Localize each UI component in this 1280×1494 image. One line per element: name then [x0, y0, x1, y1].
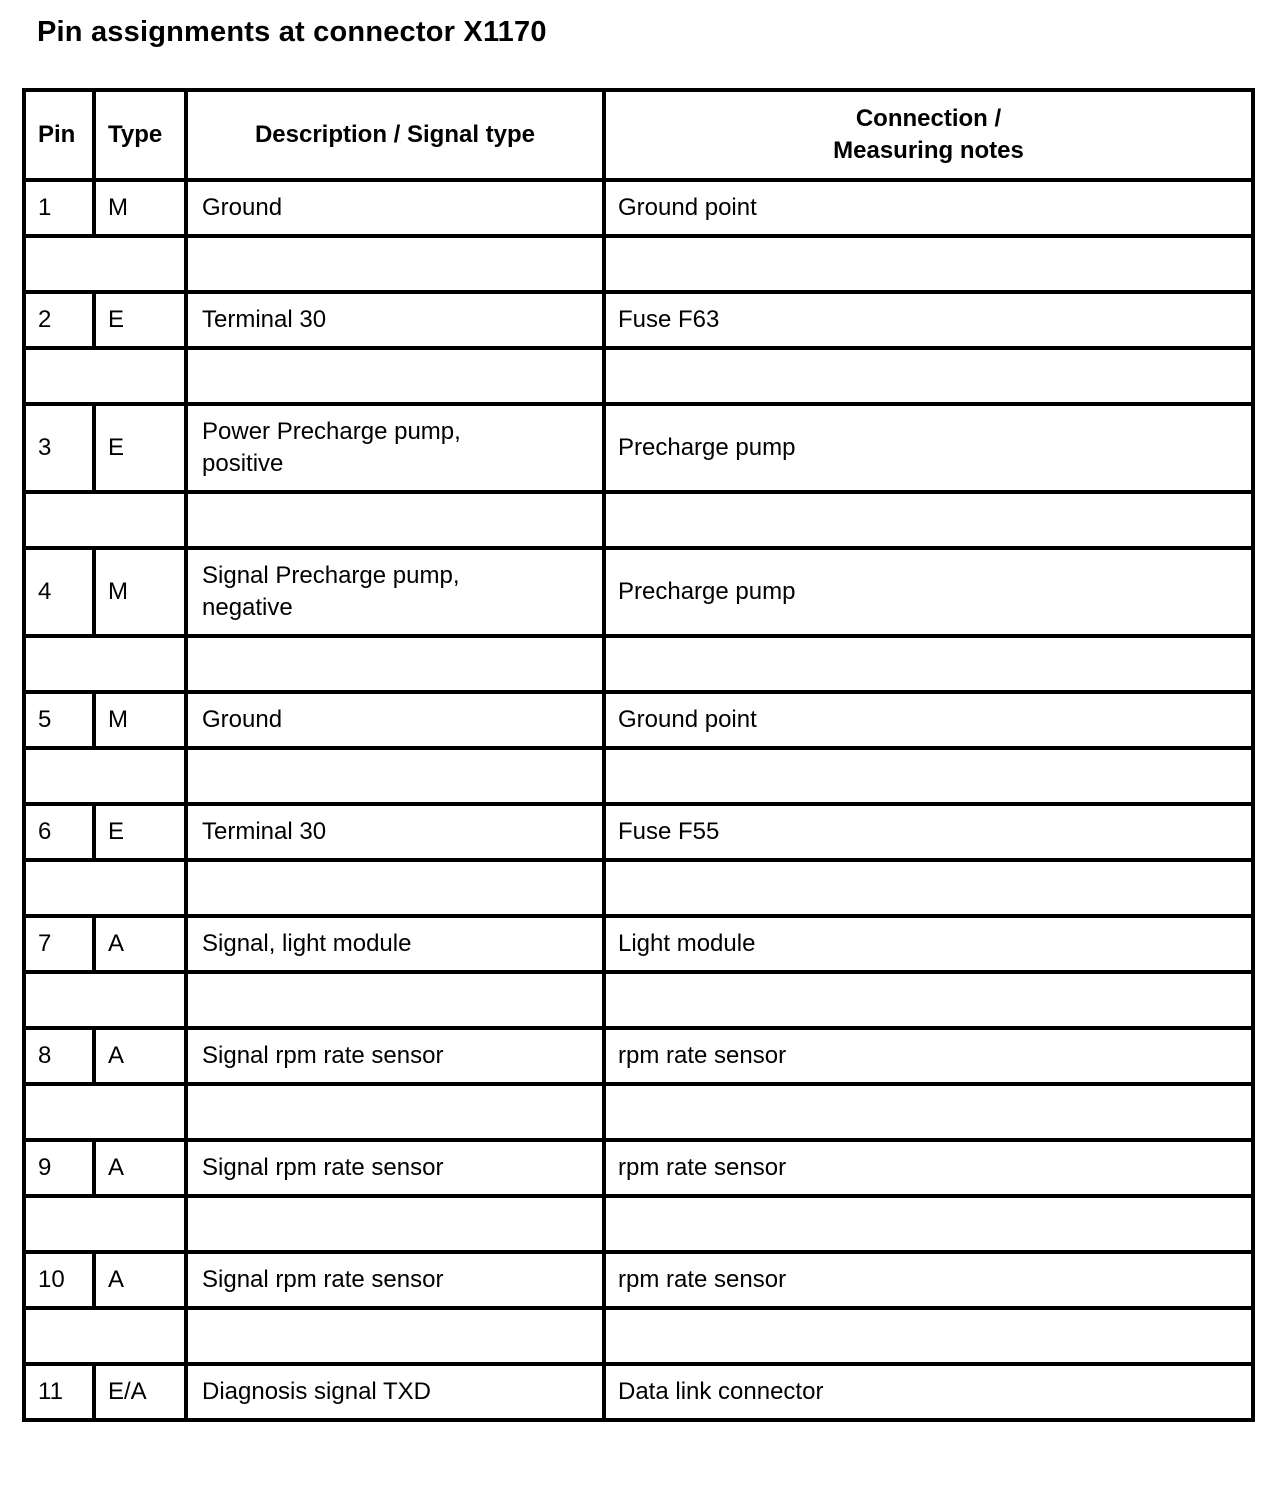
cell-type: E [94, 404, 186, 492]
spacer-cell [604, 1308, 1253, 1364]
cell-pin: 2 [24, 292, 94, 348]
cell-type: A [94, 916, 186, 972]
cell-description: Diagnosis signal TXD [186, 1364, 604, 1420]
table-row [24, 1140, 1253, 1196]
cell-description-line1: Power Precharge pump, [202, 418, 461, 445]
pin-assignment-table [22, 88, 1255, 1422]
cell-description: Signal, light module [186, 916, 604, 972]
header-pin: Pin [24, 90, 94, 180]
spacer-cell [24, 1196, 186, 1252]
cell-connection: rpm rate sensor [604, 1252, 1253, 1308]
table-row [24, 692, 1253, 748]
cell-type: E/A [94, 1364, 186, 1420]
cell-description: Ground [186, 180, 604, 236]
spacer-cell [604, 236, 1253, 292]
cell-pin: 1 [24, 180, 94, 236]
cell-pin: 3 [24, 404, 94, 492]
spacer-cell [24, 636, 186, 692]
header-connection [604, 90, 1253, 180]
cell-description: Terminal 30 [186, 292, 604, 348]
cell-connection: rpm rate sensor [604, 1028, 1253, 1084]
cell-pin: 9 [24, 1140, 94, 1196]
cell-description: Signal rpm rate sensor [186, 1028, 604, 1084]
cell-description [186, 548, 604, 636]
spacer-cell [604, 492, 1253, 548]
cell-description-line2: negative [202, 594, 293, 621]
document-title: Pin assignments at connector X1170 [37, 16, 547, 48]
spacer-row [24, 236, 1253, 292]
cell-description: Signal rpm rate sensor [186, 1140, 604, 1196]
spacer-cell [186, 236, 604, 292]
cell-type: E [94, 292, 186, 348]
table-row [24, 292, 1253, 348]
cell-pin: 11 [24, 1364, 94, 1420]
header-connection-line2: Measuring notes [833, 137, 1024, 164]
spacer-cell [604, 860, 1253, 916]
header-description: Description / Signal type [186, 90, 604, 180]
spacer-cell [24, 492, 186, 548]
table-row [24, 804, 1253, 860]
cell-type: A [94, 1028, 186, 1084]
spacer-cell [24, 972, 186, 1028]
table-header-row [24, 90, 1253, 180]
spacer-cell [186, 492, 604, 548]
table-row [24, 548, 1253, 636]
spacer-cell [604, 348, 1253, 404]
header-type: Type [94, 90, 186, 180]
cell-pin: 10 [24, 1252, 94, 1308]
cell-connection: Ground point [604, 692, 1253, 748]
spacer-cell [24, 748, 186, 804]
cell-description: Signal rpm rate sensor [186, 1252, 604, 1308]
spacer-row [24, 972, 1253, 1028]
header-connection-line1: Connection / [855, 105, 1002, 132]
spacer-row [24, 636, 1253, 692]
cell-connection: Precharge pump [604, 548, 1253, 636]
cell-connection: Ground point [604, 180, 1253, 236]
spacer-cell [24, 860, 186, 916]
cell-connection: Precharge pump [604, 404, 1253, 492]
spacer-cell [186, 1308, 604, 1364]
cell-description-line1: Signal Precharge pump, [202, 562, 460, 589]
table-row [24, 404, 1253, 492]
cell-connection: Fuse F63 [604, 292, 1253, 348]
spacer-cell [186, 348, 604, 404]
cell-description: Ground [186, 692, 604, 748]
cell-type: M [94, 692, 186, 748]
spacer-cell [24, 236, 186, 292]
table-row [24, 1364, 1253, 1420]
cell-connection: rpm rate sensor [604, 1140, 1253, 1196]
spacer-row [24, 1084, 1253, 1140]
spacer-cell [186, 1196, 604, 1252]
cell-pin: 7 [24, 916, 94, 972]
cell-type: A [94, 1252, 186, 1308]
spacer-cell [604, 1084, 1253, 1140]
table-row [24, 916, 1253, 972]
spacer-cell [604, 748, 1253, 804]
cell-description: Terminal 30 [186, 804, 604, 860]
spacer-row [24, 492, 1253, 548]
cell-type: M [94, 180, 186, 236]
cell-description-line2: positive [202, 450, 284, 477]
spacer-row [24, 1196, 1253, 1252]
spacer-cell [24, 348, 186, 404]
table-row [24, 1252, 1253, 1308]
spacer-row [24, 748, 1253, 804]
spacer-cell [24, 1084, 186, 1140]
cell-type: M [94, 548, 186, 636]
cell-connection: Data link connector [604, 1364, 1253, 1420]
spacer-cell [186, 972, 604, 1028]
spacer-cell [24, 1308, 186, 1364]
table-row [24, 1028, 1253, 1084]
table-row [24, 180, 1253, 236]
spacer-cell [186, 748, 604, 804]
cell-description [186, 404, 604, 492]
spacer-cell [604, 1196, 1253, 1252]
cell-pin: 6 [24, 804, 94, 860]
spacer-cell [186, 636, 604, 692]
cell-connection: Light module [604, 916, 1253, 972]
cell-pin: 8 [24, 1028, 94, 1084]
spacer-cell [186, 1084, 604, 1140]
cell-type: E [94, 804, 186, 860]
spacer-row [24, 348, 1253, 404]
spacer-cell [186, 860, 604, 916]
spacer-cell [604, 972, 1253, 1028]
cell-pin: 4 [24, 548, 94, 636]
cell-connection: Fuse F55 [604, 804, 1253, 860]
spacer-cell [604, 636, 1253, 692]
cell-type: A [94, 1140, 186, 1196]
cell-pin: 5 [24, 692, 94, 748]
spacer-row [24, 860, 1253, 916]
spacer-row [24, 1308, 1253, 1364]
